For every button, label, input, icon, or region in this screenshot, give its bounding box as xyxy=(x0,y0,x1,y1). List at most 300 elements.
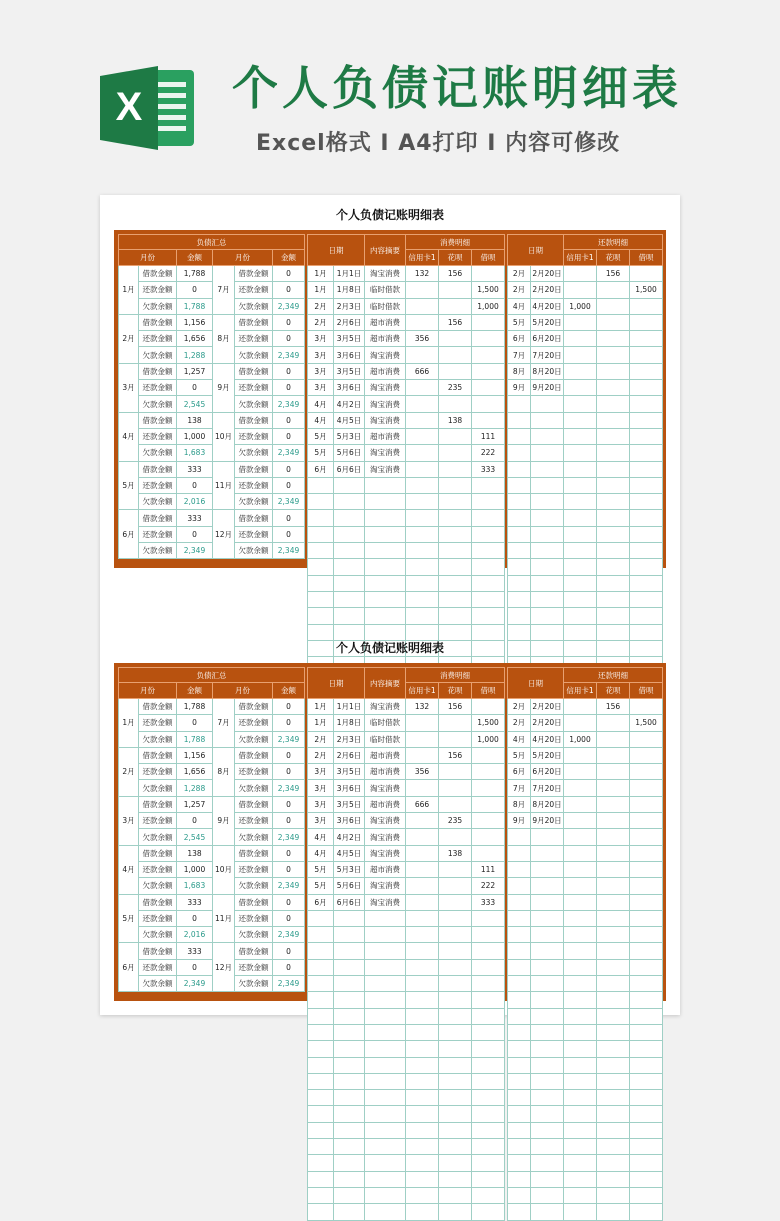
amount-cell xyxy=(564,396,597,412)
amount-cell xyxy=(439,910,472,926)
amount-cell xyxy=(564,412,597,428)
amount-cell xyxy=(472,1171,505,1187)
table-row xyxy=(308,298,505,314)
table-row xyxy=(119,266,305,282)
amount-cell xyxy=(597,575,630,591)
table-row xyxy=(119,861,305,877)
amount-cell: 356 xyxy=(406,331,439,347)
amount-cell xyxy=(597,764,630,780)
item-cell: 欠款余额 xyxy=(139,347,177,363)
text-cell: 6月6日 xyxy=(334,894,365,910)
sheet-title: 个人负债记账明细表 xyxy=(335,208,444,222)
table-row xyxy=(308,829,505,845)
amount-cell xyxy=(630,1090,663,1106)
table-row xyxy=(308,1204,505,1220)
month-header: 月份 xyxy=(119,683,177,699)
amount-cell: 132 xyxy=(406,266,439,282)
amount-cell xyxy=(406,878,439,894)
text-cell xyxy=(531,1139,564,1155)
amount-cell xyxy=(439,861,472,877)
item-cell: 还款金额 xyxy=(235,428,273,444)
amount-cell xyxy=(439,282,472,298)
amount-cell: 138 xyxy=(177,412,213,428)
amount-cell xyxy=(472,412,505,428)
amount-cell xyxy=(439,1155,472,1171)
item-cell: 欠款余额 xyxy=(139,298,177,314)
table-row xyxy=(308,575,505,591)
amount-cell xyxy=(630,894,663,910)
text-cell xyxy=(365,1008,406,1024)
amount-cell: 1,156 xyxy=(177,314,213,330)
text-cell xyxy=(334,1090,365,1106)
amount-header: 金额 xyxy=(177,250,213,266)
table-row xyxy=(119,731,305,747)
text-cell xyxy=(531,543,564,559)
table-row xyxy=(508,591,663,607)
amount-cell: 111 xyxy=(472,428,505,444)
amount-cell xyxy=(439,559,472,575)
amount-cell xyxy=(406,591,439,607)
amount-cell: 138 xyxy=(439,845,472,861)
amount-cell xyxy=(564,282,597,298)
amount-cell xyxy=(597,1187,630,1203)
date-header: 日期 xyxy=(508,235,564,266)
amount-cell: 0 xyxy=(273,699,305,715)
amount-cell: 333 xyxy=(472,461,505,477)
amount-cell xyxy=(597,282,630,298)
text-cell xyxy=(508,829,531,845)
item-cell: 借款金额 xyxy=(235,266,273,282)
amount-cell xyxy=(630,1155,663,1171)
text-cell: 2月6日 xyxy=(334,314,365,330)
text-cell xyxy=(531,461,564,477)
amount-cell xyxy=(472,1139,505,1155)
amount-cell xyxy=(472,1024,505,1040)
amount-cell xyxy=(439,1106,472,1122)
table-row xyxy=(308,992,505,1008)
amount-cell xyxy=(564,1024,597,1040)
amount-cell xyxy=(472,764,505,780)
table-row xyxy=(508,861,663,877)
text-cell xyxy=(334,992,365,1008)
amount-cell xyxy=(406,1041,439,1057)
text-cell: 7月20日 xyxy=(531,347,564,363)
amount-cell xyxy=(564,780,597,796)
table-row xyxy=(308,943,505,959)
amount-cell xyxy=(406,1155,439,1171)
text-cell: 3月 xyxy=(308,764,334,780)
text-cell xyxy=(531,559,564,575)
amount-header: 金额 xyxy=(177,683,213,699)
amount-cell: 2,545 xyxy=(177,396,213,412)
item-cell: 借款金额 xyxy=(139,796,177,812)
text-cell xyxy=(365,1041,406,1057)
amount-cell xyxy=(439,927,472,943)
item-cell: 欠款余额 xyxy=(139,829,177,845)
text-cell xyxy=(334,1204,365,1220)
text-cell xyxy=(365,1106,406,1122)
amount-cell xyxy=(630,510,663,526)
text-cell: 超市消费 xyxy=(365,747,406,763)
amount-cell xyxy=(630,575,663,591)
table-row xyxy=(508,266,663,282)
text-cell xyxy=(365,976,406,992)
text-cell: 6月 xyxy=(308,894,334,910)
text-cell xyxy=(531,1171,564,1187)
amount-cell: 156 xyxy=(597,266,630,282)
text-cell: 超市消费 xyxy=(365,363,406,379)
amount-cell: 222 xyxy=(472,878,505,894)
amount-cell xyxy=(439,575,472,591)
item-cell: 借款金额 xyxy=(139,314,177,330)
amount-cell xyxy=(439,428,472,444)
amount-cell xyxy=(564,1041,597,1057)
amount-cell: 1,500 xyxy=(630,282,663,298)
amount-cell: 0 xyxy=(273,363,305,379)
text-cell: 2月 xyxy=(308,298,334,314)
text-cell: 9月20日 xyxy=(531,813,564,829)
text-cell xyxy=(508,1041,531,1057)
table-row xyxy=(308,591,505,607)
amount-cell xyxy=(597,1024,630,1040)
text-cell: 淘宝消费 xyxy=(365,845,406,861)
item-cell: 借款金额 xyxy=(235,699,273,715)
text-cell: 超市消费 xyxy=(365,861,406,877)
text-cell xyxy=(508,1171,531,1187)
amount-cell xyxy=(439,829,472,845)
month-cell: 10月 xyxy=(213,845,235,894)
item-cell: 还款金额 xyxy=(139,282,177,298)
item-cell: 欠款余额 xyxy=(235,829,273,845)
amount-cell xyxy=(439,1090,472,1106)
text-cell xyxy=(531,878,564,894)
item-cell: 借款金额 xyxy=(235,796,273,812)
amount-cell xyxy=(439,363,472,379)
text-cell xyxy=(308,1073,334,1089)
amount-cell xyxy=(564,796,597,812)
amount-cell xyxy=(564,331,597,347)
table-row xyxy=(508,1204,663,1220)
text-cell xyxy=(508,1187,531,1203)
table-row xyxy=(119,526,305,542)
text-cell xyxy=(334,559,365,575)
amount-cell xyxy=(597,976,630,992)
text-cell: 淘宝消费 xyxy=(365,461,406,477)
amount-cell: 333 xyxy=(177,894,213,910)
amount-cell xyxy=(472,699,505,715)
table-row xyxy=(308,959,505,975)
column-header: 花呗 xyxy=(597,250,630,266)
text-cell: 1月1日 xyxy=(334,699,365,715)
text-cell xyxy=(531,396,564,412)
amount-cell xyxy=(439,1171,472,1187)
text-cell xyxy=(508,878,531,894)
amount-cell xyxy=(439,510,472,526)
item-cell: 还款金额 xyxy=(235,910,273,926)
text-cell xyxy=(365,927,406,943)
text-cell: 5月20日 xyxy=(531,747,564,763)
text-cell xyxy=(308,510,334,526)
text-cell: 1月1日 xyxy=(334,266,365,282)
item-cell: 欠款余额 xyxy=(235,976,273,992)
text-cell: 1月 xyxy=(308,699,334,715)
amount-cell xyxy=(597,927,630,943)
text-cell xyxy=(508,1024,531,1040)
amount-cell xyxy=(439,347,472,363)
repayment-group-header: 还款明细 xyxy=(564,668,663,683)
text-cell xyxy=(334,575,365,591)
text-cell xyxy=(308,1041,334,1057)
amount-cell xyxy=(630,829,663,845)
amount-cell: 235 xyxy=(439,813,472,829)
table-row xyxy=(308,780,505,796)
text-cell xyxy=(334,943,365,959)
text-cell: 淘宝消费 xyxy=(365,266,406,282)
text-cell: 3月 xyxy=(308,363,334,379)
text-cell: 淘宝消费 xyxy=(365,878,406,894)
amount-cell xyxy=(597,494,630,510)
table-row xyxy=(308,380,505,396)
table-row xyxy=(308,363,505,379)
table-row xyxy=(508,976,663,992)
amount-cell xyxy=(472,1122,505,1138)
amount-cell xyxy=(439,526,472,542)
text-cell xyxy=(531,927,564,943)
amount-cell xyxy=(406,731,439,747)
item-cell: 借款金额 xyxy=(139,699,177,715)
amount-cell xyxy=(564,1073,597,1089)
amount-cell xyxy=(406,1139,439,1155)
amount-cell xyxy=(597,591,630,607)
text-cell: 3月 xyxy=(308,796,334,812)
table-row xyxy=(508,796,663,812)
amount-cell xyxy=(472,510,505,526)
amount-cell: 0 xyxy=(273,813,305,829)
item-cell: 还款金额 xyxy=(235,861,273,877)
sheet-title: 个人负债记账明细表 xyxy=(335,641,444,655)
table-row xyxy=(308,347,505,363)
amount-cell xyxy=(564,894,597,910)
item-cell: 借款金额 xyxy=(235,894,273,910)
text-cell xyxy=(365,1057,406,1073)
amount-cell xyxy=(564,715,597,731)
amount-cell: 1,288 xyxy=(177,780,213,796)
text-cell xyxy=(531,894,564,910)
amount-cell xyxy=(406,347,439,363)
item-cell: 借款金额 xyxy=(235,461,273,477)
text-cell: 淘宝消费 xyxy=(365,445,406,461)
amount-cell xyxy=(597,747,630,763)
amount-cell: 0 xyxy=(273,282,305,298)
text-cell xyxy=(365,1139,406,1155)
item-cell: 还款金额 xyxy=(139,380,177,396)
text-cell xyxy=(508,396,531,412)
text-cell: 3月 xyxy=(308,780,334,796)
amount-cell xyxy=(564,477,597,493)
amount-cell xyxy=(406,943,439,959)
amount-cell xyxy=(564,813,597,829)
text-cell xyxy=(308,959,334,975)
amount-cell xyxy=(406,1057,439,1073)
table-row xyxy=(508,510,663,526)
text-cell: 2月3日 xyxy=(334,298,365,314)
amount-cell xyxy=(406,461,439,477)
amount-cell xyxy=(406,813,439,829)
amount-cell: 1,788 xyxy=(177,298,213,314)
table-row xyxy=(508,1041,663,1057)
amount-cell xyxy=(597,445,630,461)
table-row xyxy=(508,894,663,910)
amount-cell xyxy=(406,510,439,526)
text-cell xyxy=(308,1122,334,1138)
amount-cell xyxy=(597,894,630,910)
month-cell: 12月 xyxy=(213,510,235,559)
text-cell: 8月 xyxy=(508,363,531,379)
text-cell: 9月20日 xyxy=(531,380,564,396)
amount-cell xyxy=(439,1024,472,1040)
text-cell xyxy=(365,575,406,591)
item-cell: 还款金额 xyxy=(235,526,273,542)
amount-cell xyxy=(439,796,472,812)
item-cell: 还款金额 xyxy=(139,331,177,347)
amount-cell: 1,683 xyxy=(177,445,213,461)
amount-cell: 1,683 xyxy=(177,878,213,894)
amount-cell: 0 xyxy=(177,477,213,493)
text-cell: 3月6日 xyxy=(334,813,365,829)
text-cell: 2月20日 xyxy=(531,266,564,282)
text-cell: 3月6日 xyxy=(334,380,365,396)
text-cell: 6月 xyxy=(308,461,334,477)
text-cell xyxy=(334,1187,365,1203)
amount-cell xyxy=(597,347,630,363)
amount-cell xyxy=(439,764,472,780)
amount-cell xyxy=(597,1171,630,1187)
amount-cell xyxy=(406,845,439,861)
table-row xyxy=(508,1171,663,1187)
text-cell xyxy=(308,477,334,493)
table-row xyxy=(508,829,663,845)
text-cell: 1月8日 xyxy=(334,715,365,731)
amount-cell xyxy=(630,494,663,510)
item-cell: 借款金额 xyxy=(235,412,273,428)
amount-cell xyxy=(439,1041,472,1057)
text-cell xyxy=(508,927,531,943)
text-cell xyxy=(334,959,365,975)
table-row xyxy=(308,314,505,330)
repayment-group-header: 还款明细 xyxy=(564,235,663,250)
table-row xyxy=(508,878,663,894)
amount-cell: 2,545 xyxy=(177,829,213,845)
amount-cell xyxy=(439,731,472,747)
table-row xyxy=(508,699,663,715)
amount-cell xyxy=(472,992,505,1008)
text-cell xyxy=(508,1008,531,1024)
amount-cell xyxy=(406,1106,439,1122)
amount-cell xyxy=(630,861,663,877)
amount-cell: 2,349 xyxy=(273,927,305,943)
amount-cell xyxy=(630,363,663,379)
amount-cell xyxy=(630,976,663,992)
amount-cell: 0 xyxy=(273,845,305,861)
table-row xyxy=(308,331,505,347)
amount-cell xyxy=(406,959,439,975)
table-row xyxy=(508,764,663,780)
text-cell: 5月 xyxy=(308,878,334,894)
amount-cell: 0 xyxy=(177,380,213,396)
text-cell: 4月 xyxy=(308,829,334,845)
text-cell: 2月20日 xyxy=(531,282,564,298)
text-cell xyxy=(508,845,531,861)
table-row xyxy=(508,543,663,559)
table-row xyxy=(308,266,505,282)
text-cell xyxy=(308,1057,334,1073)
desc-header: 内容摘要 xyxy=(365,235,406,266)
amount-cell xyxy=(597,412,630,428)
consumption-header-row xyxy=(308,668,505,683)
amount-cell xyxy=(564,347,597,363)
amount-cell: 1,000 xyxy=(564,298,597,314)
table-row xyxy=(119,764,305,780)
text-cell xyxy=(508,861,531,877)
table-row xyxy=(508,575,663,591)
amount-cell xyxy=(597,1073,630,1089)
text-cell xyxy=(308,575,334,591)
text-cell xyxy=(531,1041,564,1057)
table-row xyxy=(308,1122,505,1138)
text-cell xyxy=(308,1187,334,1203)
table-row xyxy=(119,347,305,363)
amount-cell xyxy=(630,845,663,861)
text-cell xyxy=(334,1122,365,1138)
text-cell xyxy=(308,543,334,559)
month-cell: 5月 xyxy=(119,894,139,943)
amount-cell xyxy=(597,943,630,959)
amount-cell xyxy=(472,796,505,812)
item-cell: 欠款余额 xyxy=(235,780,273,796)
amount-cell xyxy=(630,445,663,461)
text-cell xyxy=(508,1057,531,1073)
amount-cell: 222 xyxy=(472,445,505,461)
amount-cell xyxy=(472,1073,505,1089)
text-cell: 6月20日 xyxy=(531,331,564,347)
item-cell: 还款金额 xyxy=(235,380,273,396)
text-cell xyxy=(531,1106,564,1122)
text-cell xyxy=(334,591,365,607)
table-row xyxy=(508,943,663,959)
table-row xyxy=(508,559,663,575)
amount-cell: 1,788 xyxy=(177,731,213,747)
amount-cell xyxy=(564,575,597,591)
amount-cell: 1,788 xyxy=(177,699,213,715)
sheet-copy-2 xyxy=(114,638,666,989)
table-row xyxy=(508,780,663,796)
amount-cell xyxy=(564,845,597,861)
amount-cell xyxy=(472,575,505,591)
amount-cell xyxy=(630,813,663,829)
text-cell: 9月 xyxy=(508,813,531,829)
text-cell: 2月3日 xyxy=(334,731,365,747)
text-cell: 5月3日 xyxy=(334,861,365,877)
amount-cell xyxy=(439,591,472,607)
text-cell: 淘宝消费 xyxy=(365,829,406,845)
item-cell: 欠款余额 xyxy=(139,731,177,747)
table-row xyxy=(308,1187,505,1203)
text-cell xyxy=(334,526,365,542)
month-cell: 8月 xyxy=(213,314,235,363)
amount-cell: 0 xyxy=(273,510,305,526)
amount-cell xyxy=(597,1122,630,1138)
amount-cell xyxy=(439,1122,472,1138)
